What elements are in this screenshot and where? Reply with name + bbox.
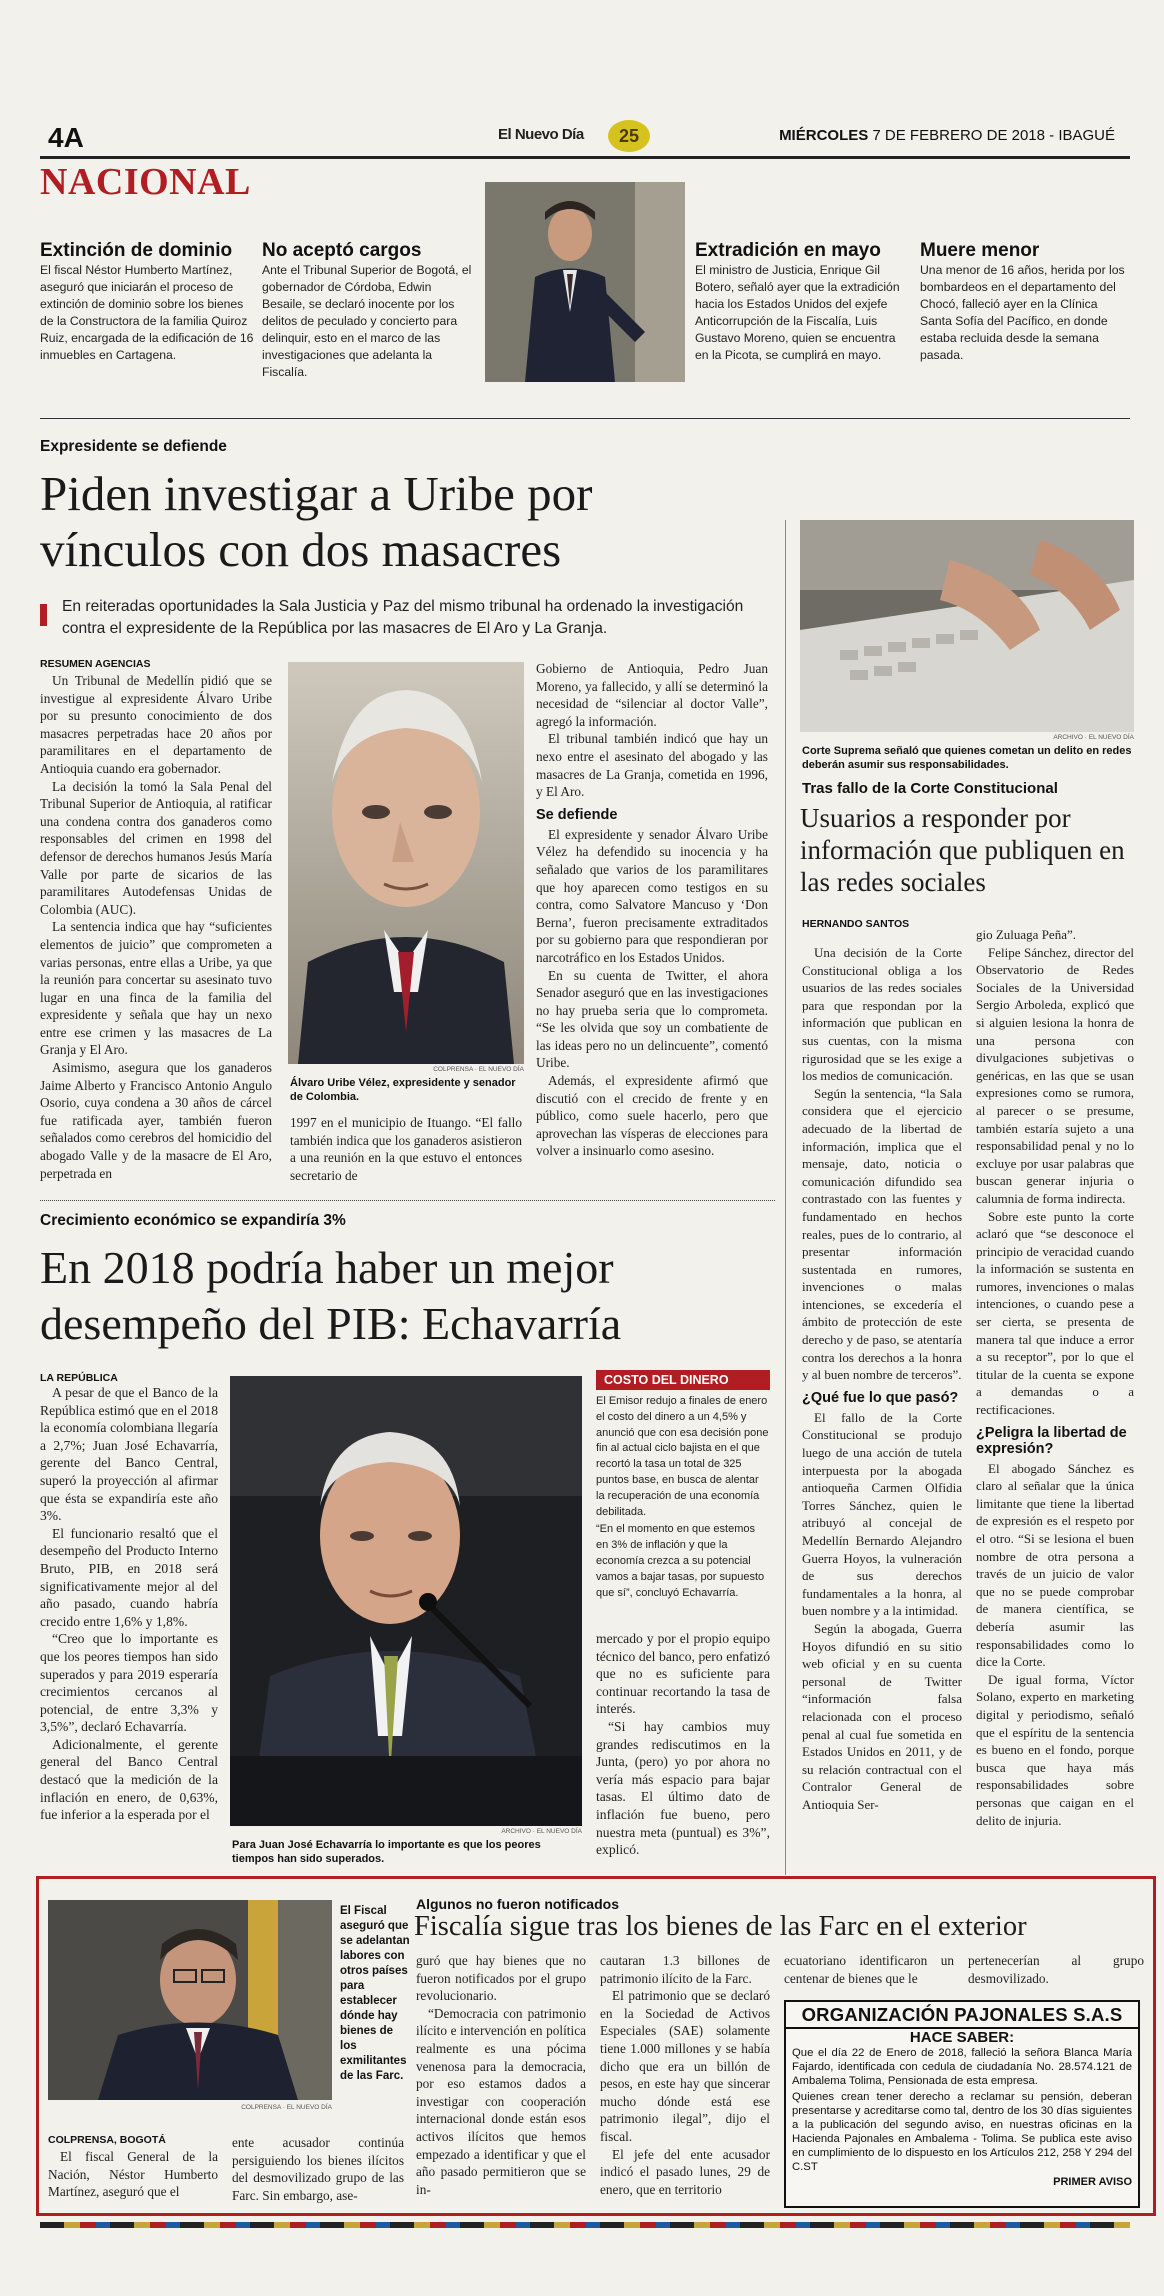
social-byline: HERNANDO SANTOS (802, 918, 910, 930)
uribe-headline-line1: Piden investigar a Uribe por (40, 466, 593, 521)
paragraph: cautaran 1.3 billones de patrimonio ilícito de la Farc. (600, 1953, 770, 1986)
paragraph: El tribunal también indicó que hay un nexo entre el asesinato del abogado y las masacres de La Granja, cometida en 1996, y El Aro. (536, 731, 768, 800)
uribe-col3-body (536, 660, 768, 801)
social-col-b-body-2 (976, 1460, 1134, 1829)
social-subhead-b: ¿Peligra la libertad de expresión? (976, 1424, 1127, 1457)
rates-box (596, 1370, 770, 1601)
farc-col3 (416, 1952, 586, 2198)
pib-headline-line1: En 2018 podría haber un mejor (40, 1242, 614, 1293)
uribe-col3 (536, 660, 768, 1160)
uribe-portrait (288, 662, 524, 1064)
paragraph: “Creo que lo importante es que los peores tiempos han sido superados y para 2019 esperaría crecimientos cercanos al potencial, de entre 3,3% y 3,5%”, declaró Echavarría. (40, 1631, 218, 1735)
pib-headline-line2: desempeño del PIB: Echavarría (40, 1298, 622, 1349)
fiscal-portrait (48, 1900, 332, 2100)
echavarria-caption: Para Juan José Echavarría lo importante es que los peores tiempos han sido superados. (232, 1839, 541, 1865)
uribe-subhead: Se defiende (536, 806, 618, 823)
pib-col1-body (40, 1384, 218, 1824)
paragraph: guró que hay bienes que no fueron notificados por el grupo revolucionario. (416, 1953, 586, 2004)
ad-company: ORGANIZACIÓN PAJONALES S.A.S (801, 2004, 1123, 2025)
social-col-b (976, 926, 1134, 1829)
header-date (779, 127, 1115, 144)
paragraph: Adicionalmente, el gerente general del Banco Central destacó que la medición de la inflación en enero, de 0,63%, fue inferior a la esperada por el (40, 1736, 218, 1823)
paragraph: De igual forma, Víctor Solano, experto en marketing digital y periodismo, señaló que el espíritu de la sentencia es bueno en el fondo, porque busca que haya más responsabilidades sobre personas que caigan en el delito de injuria. (976, 1671, 1134, 1828)
paragraph: mercado y por el propio equipo técnico del banco, pero enfatizó que no es suficiente para continuar recortando la tasa de interés. (596, 1631, 770, 1717)
uribe-caption: Álvaro Uribe Vélez, expresidente y senador de Colombia. (290, 1077, 516, 1103)
ad-footer: PRIMER AVISO (1053, 2176, 1132, 2188)
pib-rule (40, 1200, 775, 1201)
keyboard-hands-image (800, 520, 1134, 732)
brief-text: El ministro de Justicia, Enrique Gil Botero, señaló ayer que la extradición hacia los Estados Unidos del exjefe Anticorrupción de la Fiscalía, Luis Gustavo Moreno, quien se encuentra en la Picota, se cumplirá en mayo. (695, 263, 900, 362)
uribe-col1-body (40, 672, 272, 1182)
page-number: 4A (48, 122, 84, 153)
farc-byline: COLPRENSA, BOGOTÁ (48, 2134, 166, 2146)
minister-figure (485, 182, 685, 382)
paragraph: La sentencia indica que hay “suficientes elementos de juicio” que comprometen a varias personas, entre ellas a Uribe, ya que la reunión para concertar su asesinato tuvo lugar en una finca de la familia del expresidente y señala que hay un nexo entre ese crimen y las masacres de La Granja y El Aro. (40, 919, 272, 1058)
farc-col2 (232, 2134, 404, 2204)
fiscal-side-caption: El Fiscal aseguró que se adelantan labores con otros países para establecer dónde hay bienes de los exmilitantes de las Farc. (340, 1905, 410, 2082)
paragraph: El funcionario resaltó que el desempeño del Producto Interno Bruto, PIB, en 2018 será significativamente mejor al del año pasado, cuando habría crecido entre 1,6% y 1,8%. (40, 1525, 218, 1629)
social-col-a-body (802, 944, 962, 1384)
paragraph: La decisión la tomó la Sala Penal del Tribunal Superior de Antioquia, al ratificar una condena contra dos ganaderos como responsables del crimen en 1998 del defensor de derechos humanos Jesús María Valle por parte de sicarios de las paramilitares Autodefensas Unidas de Colombia (AUC). (40, 778, 272, 917)
brief-title: No aceptó cargos (262, 240, 422, 261)
fiscal-photo (48, 1900, 332, 2100)
uribe-col1 (40, 658, 272, 1182)
uribe-col3-body-2 (536, 826, 768, 1160)
echavarria-portrait (230, 1376, 582, 1826)
brief-4 (920, 240, 1130, 364)
paragraph: Una decisión de la Corte Constitucional obliga a los usuarios de las redes sociales para que respondan por la información que publican en sus cuentas, con la misma rigurosidad que se les exige a los medios de comunicación. (802, 945, 962, 1084)
legal-notice (784, 2000, 1140, 2208)
paragraph: Además, el expresidente afirmó que discutió con el crecido de frente y en público, como suele hacerlo, pero que aprovechan las vísperas de elecciones para volver a insinuarlo como asesino. (536, 1073, 768, 1159)
farc-headline: Fiscalía sigue tras los bienes de las Farc en el exterior (414, 1911, 1027, 1942)
social-col-a (802, 944, 962, 1814)
pib-col3 (596, 1630, 770, 1859)
header-rule (40, 156, 1130, 159)
farc-col5: ecuatoriano identificaron un centenar de bienes que le (784, 1953, 954, 1986)
anniversary-badge: 25 (608, 120, 650, 152)
brief-title: Muere menor (920, 240, 1040, 261)
ad-paragraph-2: Quienes crean tener derecho a reclamar su pensión, deberan presentarse y acreditarse como tal, dentro de los 30 días siguientes a la publicación del segundo aviso, en nuestras oficinas en la Hacienda Pajonales en Ambalema - Tolima. Se publica este aviso en cumplimiento de lo dispuesto en los Artículos 212, 258 Y 294 del C.ST (792, 2091, 1132, 2173)
social-col-a-body-2 (802, 1409, 962, 1814)
social-col-b-body (976, 926, 1134, 1419)
paragraph: “Democracia con patrimonio ilícito e intervención en política realmente es una pócima venenosa para la democracia, por eso estamos dados a investigar con cooperación internacional donde están esos activos ilícitos que hemos empezado a identificar y que el año pasado permitieron que se in- (416, 2005, 586, 2197)
paragraph: En su cuenta de Twitter, el ahora Senador aseguró que en las investigaciones no hay prueba seria que lo comprometa. “Se les olvida que soy un combatiente de las ideas pero no un delincuente”, comentó Uribe. (536, 967, 768, 1071)
rates-box-text-2: “En el momento en que estemos en 3% de inflación y que la economía crezca a su potencial vamos a bajar tasas, por supuesto que sí”, concluyó Echavarría. (596, 1523, 765, 1599)
section-title: NACIONAL (40, 161, 251, 203)
page-header (40, 118, 1164, 158)
social-headline: Usuarios a responder por información que publiquen en las redes sociales (800, 803, 1125, 897)
date-text: 7 DE FEBRERO DE 2018 - IBAGUÉ (872, 127, 1115, 144)
paragraph: Según la sentencia, “la Sala considera que el ejercicio adecuado de la libertad de información, implica que el mensaje, dato, noticia o comunicación difundido sea contrastado con las fuentes y fundamentado en hechos reales, pues de lo contrario, al presentar información sustentada en rumores, invenciones o malas intenciones, se excedería el ámbito de protección de este derecho y de paso, se atentaría contra los derechos a la honra y al buen nombre de terceros”. (802, 1085, 962, 1383)
paragraph: El abogado Sánchez es claro al señalar que la única limitante que tiene la libertad de expresión es el respeto por el otro. “Si se lesiona el buen nombre de otra persona a través de un juicio de valor que no se puede comprobar de manera científica, se debería asumir las responsabilidades como lo dice la Corte. (976, 1460, 1134, 1670)
keyboard-caption: Corte Suprema señaló que quienes cometan un delito en redes deberán asumir sus responsabilidades. (802, 745, 1132, 771)
uribe-headline (40, 466, 780, 578)
uribe-photo-credit: COLPRENSA · EL NUEVO DÍA (433, 1066, 524, 1073)
uribe-headline-line2: vínculos con dos masacres (40, 522, 562, 577)
uribe-col2-under: 1997 en el municipio de Ituango. “El fallo también indica que los ganaderos asistieron a una reunión en la que estuvo el entonces secretario de (290, 1115, 522, 1183)
fiscal-photo-credit: COLPRENSA · EL NUEVO DÍA (241, 2104, 332, 2111)
brief-text: Ante el Tribunal Superior de Bogotá, el gobernador de Córdoba, Edwin Besaile, se declaró inocente por los delitos de peculado y concierto para delinquir, esto en el marco de las investigaciones que adelanta la Fiscalía. (262, 263, 472, 379)
brief-1 (40, 240, 260, 364)
ad-hace-saber: HACE SABER: (909, 2029, 1015, 2046)
masthead-logo (498, 120, 658, 154)
keyboard-photo-credit: ARCHIVO · EL NUEVO DÍA (1053, 734, 1134, 741)
brief-2 (262, 240, 477, 381)
pib-col3-body (596, 1630, 770, 1859)
paragraph: Gobierno de Antioquia, Pedro Juan Moreno, ya fallecido, y allí se determinó la necesidad de “silenciar al doctor Valle”, agregó la información. (536, 661, 768, 729)
paragraph: Asimismo, asegura que los ganaderos Jaime Alberto y Francisco Antonio Angulo Osorio, cuya condena a 30 años de cárcel fue ratificada ayer, también fueron señalados como cerebros del homicidio del abogado Valle y de la masacre de El Aro, perpetrada en (40, 1060, 272, 1181)
social-kicker: Tras fallo de la Corte Constitucional (802, 780, 1058, 797)
uribe-deck: En reiteradas oportunidades la Sala Justicia y Paz del mismo tribunal ha ordenado la investigación contra el expresidente de la República por las masacres de El Aro y La Granja. (62, 598, 744, 637)
paragraph: A pesar de que el Banco de la República estimó que en el 2018 la economía colombiana llegaría a 2,7%; Juan José Echavarría, gerente del Banco Central, superó la proyección al afirmar que ésta se expandiría este año 3%. (40, 1385, 218, 1524)
pib-col1 (40, 1372, 218, 1824)
paragraph: gio Zuluaga Peña”. (976, 927, 1076, 942)
brief-text: Una menor de 16 años, herida por los bombardeos en el departamento del Chocó, falleció ayer en la Clínica Santa Sofía del Pacífico, en donde estaba recluida desde la semana pasada. (920, 263, 1125, 362)
paragraph: Sobre este punto la corte aclaró que “se desconoce el principio de veracidad cuando la información se sustenta en rumores, invenciones o malas intenciones, o cuando pese a ser cierta, se presenta de manera tal que induce a error a su receptor”, por lo que el titular de la cuenta se expone a demandas o a rectificaciones. (976, 1208, 1134, 1418)
rates-box-text-1: El Emisor redujo a finales de enero el costo del dinero a un 4,5% y anunció que con esa decisión pone fin al actual ciclo bajista en el que recortó la tasa un total de 325 puntos base, en busca de alentar la recuperación de una economía debilitada. (596, 1395, 769, 1518)
farc-col1: El fiscal General de la Nación, Néstor Humberto Martínez, aseguró que el (48, 2149, 218, 2200)
pib-byline: LA REPÚBLICA (40, 1372, 118, 1384)
paragraph: Un Tribunal de Medellín pidió que se investigue al expresidente Álvaro Uribe por su presunto conocimiento de dos masacres perpetradas hace 20 años por paramilitares en el departamento de Antioquia cuando era gobernador. (40, 673, 272, 776)
date-weekday: MIÉRCOLES (779, 127, 869, 144)
ad-paragraph-1: Que el día 22 de Enero de 2018, falleció la señora Blanca María Fajardo, identificada con cedula de ciudadanía No. 28.574.121 de Ambalema Tolima, Pensionada de esta empresa. (792, 2047, 1132, 2087)
farc-col6: pertenecerían al grupo desmovilizado. (968, 1953, 1144, 1986)
bottom-color-bar (40, 2222, 1130, 2228)
keyboard-photo (800, 520, 1134, 732)
uribe-byline: RESUMEN AGENCIAS (40, 658, 151, 670)
brief-3 (695, 240, 907, 364)
rates-box-title: COSTO DEL DINERO (596, 1370, 770, 1390)
paragraph: El fallo de la Corte Constitucional se produjo luego de una acción de tutela interpuesta por la abogada antioqueña Carmen Olfidia Torres Sánchez, quien le atribuyó al concejal de Medellín Bernardo Alejandro Guerra Hoyos, la vulneración de sus derechos fundamentales a la honra, al buen nombre y a la intimidad. (802, 1409, 962, 1619)
farc-col4 (600, 1952, 770, 2198)
brief-title: Extradición en mayo (695, 240, 881, 261)
pib-kicker: Crecimiento económico se expandiría 3% (40, 1212, 346, 1229)
paragraph: El expresidente y senador Álvaro Uribe Vélez ha defendido su inocencia y ha señalado que varios de los paramilitares que hoy aparecen como testigos en su contra, como Salvatore Mancuso y ‘Don Berna’, fueron precisamente extraditados por su gobierno para que respondieran por narcotráfico en los Estados Unidos. (536, 826, 768, 965)
paragraph: Felipe Sánchez, director del Observatorio de Redes Sociales de la Universidad Sergio Arboleda, explicó que si alguien lesiona la honra de una persona con divulgaciones subjetivas o genéricas, en las que se usan expresiones como se rumora, al parecer o se presume, también estaría sujeto a una responsabilidad penal y no lo excluye por usar palabras que buscan generar injuria o calumnia de forma indirecta. (976, 944, 1134, 1206)
masthead-text: El Nuevo Día (498, 126, 584, 143)
uribe-kicker: Expresidente se defiende (40, 438, 227, 455)
paragraph: El jefe del ente acusador indicó el pasado lunes, 29 de enero, que en territorio (600, 2146, 770, 2197)
minister-photo (485, 182, 685, 382)
paragraph: ente acusador continúa persiguiendo los bienes ilícitos del desmovilizado grupo de las Farc. Sin embargo, ase- (232, 2135, 404, 2203)
paragraph: “Si hay cambios muy grandes rediscutimos en la Junta, (pero) yo por ahora no vería más espacio para bajar tasas. El último dato de inflación fue bueno, pero nuestra meta (puntual) es 3%”, explicó. (596, 1718, 770, 1858)
pib-headline (40, 1240, 790, 1352)
echavarria-photo-credit: ARCHIVO · EL NUEVO DÍA (501, 1828, 582, 1835)
uribe-photo (288, 662, 524, 1064)
echavarria-photo (230, 1376, 582, 1826)
social-subhead-a: ¿Qué fue lo que pasó? (802, 1389, 959, 1406)
column-divider (785, 520, 786, 1875)
brief-title: Extinción de dominio (40, 240, 233, 261)
brief-text: El fiscal Néstor Humberto Martínez, aseguró que iniciarán el proceso de extinción de dominio sobre los bienes de la Constructora de la familia Quiroz Ruiz, encargada de la edificación de 16 inmuebles en Cartagena. (40, 263, 254, 362)
briefs-rule (40, 418, 1130, 419)
paragraph: El patrimonio que se declaró en la Sociedad de Activos Especiales (SAE) solamente tiene 1.000 millones y se había dicho que era un billón de pesos, en este hay que sincerar mucho dónde está ese patrimonio ilegal”, dijo el fiscal. (600, 1988, 770, 2144)
farc-kicker: Algunos no fueron notificados (416, 1896, 619, 1912)
paragraph: Según la abogada, Guerra Hoyos difundió en su sitio web oficial y en su cuenta personal de Twitter “información falsa relacionada con el proceso penal al cual fue sometida en Estados Unidos en 2011, y de su relación contractual con el Contralor General de Antioquia Ser- (802, 1620, 962, 1812)
uribe-deck-marker (40, 604, 47, 626)
